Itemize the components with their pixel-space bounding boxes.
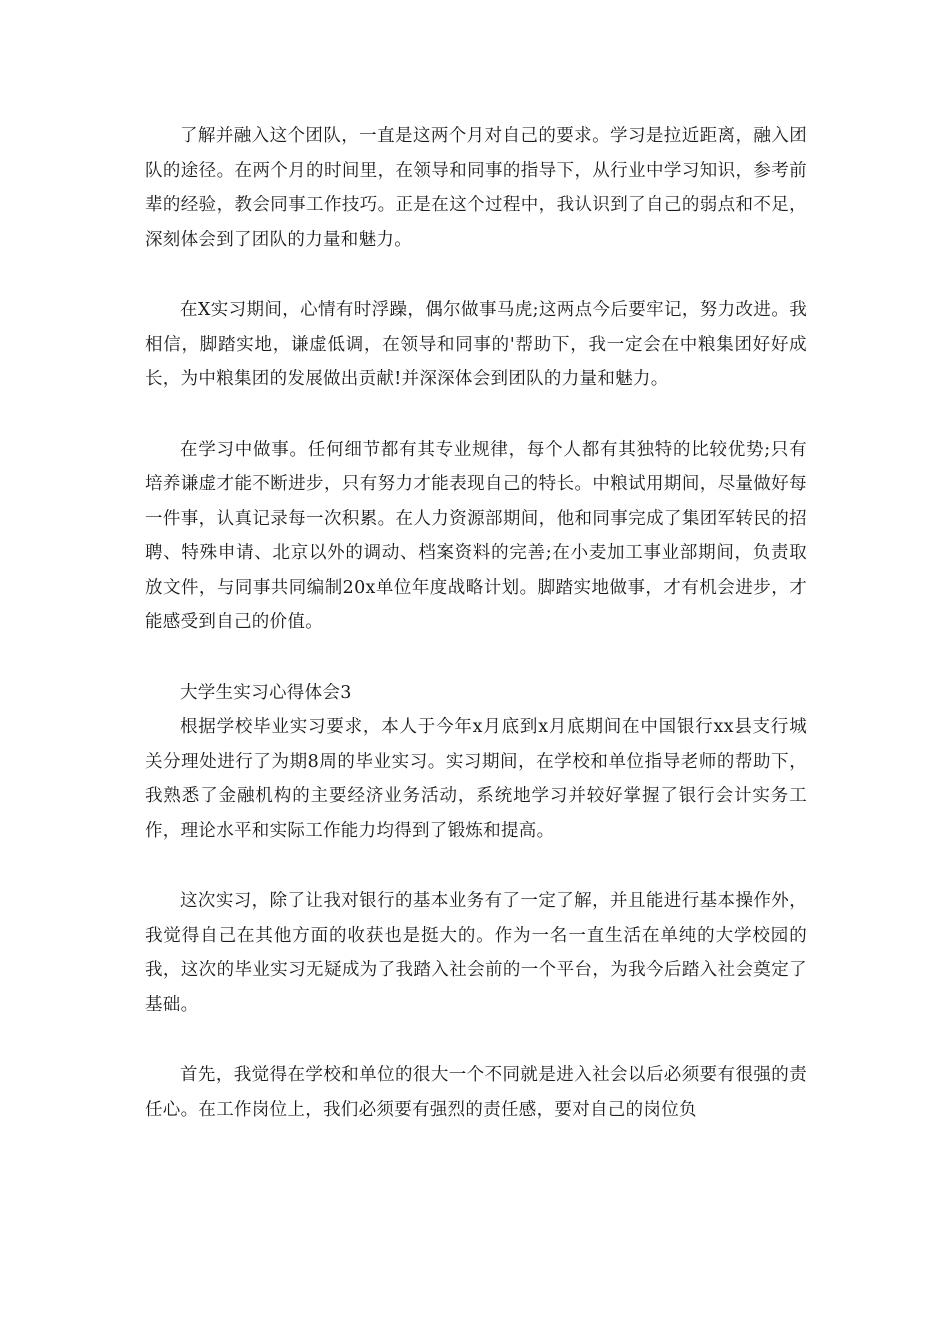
paragraph-gap: [145, 640, 807, 676]
document-body: [145, 119, 807, 1127]
paragraph-gap: [145, 397, 807, 433]
section-heading: 大学生实习心得体会3: [180, 682, 352, 703]
paragraph-internship-reflection: 在X实习期间，心情有时浮躁，偶尔做事马虎;这两点今后要牢记，努力改进。我相信，脚踏实地，谦虚低调，在领导和同事的'帮助下，我一定会在中粮集团好好成长，为中粮集团的发展做出贡献!并深深体会到团队的力量和魅力。: [145, 300, 807, 389]
paragraph-team-integration: 了解并融入这个团队，一直是这两个月对自己的要求。学习是拉近距离，融入团队的途径。在两个月的时间里，在领导和同事的指导下，从行业中学习知识，参考前辈的经验，教会同事工作技巧。正是在这个过程中，我认识到了自己的弱点和不足，深刻体会到了团队的力量和魅力。: [145, 126, 807, 250]
paragraph-gap: [145, 848, 807, 884]
paragraph-learning-by-doing: 在学习中做事。任何细节都有其专业规律，每个人都有其独特的比较优势;只有培养谦虚才能不断进步，只有努力才能表现自己的特长。中粮试用期间，尽量做好每一件事，认真记录每一次积累。在人力资源部期间，他和同事完成了集团军转民的招聘、特殊申请、北京以外的调动、档案资料的完善;在小麦加工事业部期间，负责取放文件，与同事共同编制20x单位年度战略计划。脚踏实地做事，才有机会进步，才能感受到自己的价值。: [145, 439, 807, 632]
paragraph-internship-gains: 这次实习，除了让我对银行的基本业务有了一定了解，并且能进行基本操作外，我觉得自己在其他方面的收获也是挺大的。作为一名一直生活在单纯的大学校园的我，这次的毕业实习无疑成为了我踏入社会前的一个平台，为我今后踏入社会奠定了基础。: [145, 891, 807, 1015]
paragraph-gap: [145, 257, 807, 293]
paragraph-bank-internship: 根据学校毕业实习要求，本人于今年x月底到x月底期间在中国银行xx县支行城关分理处进行了为期8周的毕业实习。实习期间，在学校和单位指导老师的帮助下，我熟悉了金融机构的主要经济业务活动，系统地学习并较好掌握了银行会计实务工作，理论水平和实际工作能力均得到了锻炼和提高。: [145, 717, 807, 841]
paragraph-responsibility: 首先，我觉得在学校和单位的很大一个不同就是进入社会以后必须要有很强的责任心。在工作岗位上，我们必须要有强烈的责任感，要对自己的岗位负: [145, 1065, 807, 1120]
paragraph-gap: [145, 1022, 807, 1058]
